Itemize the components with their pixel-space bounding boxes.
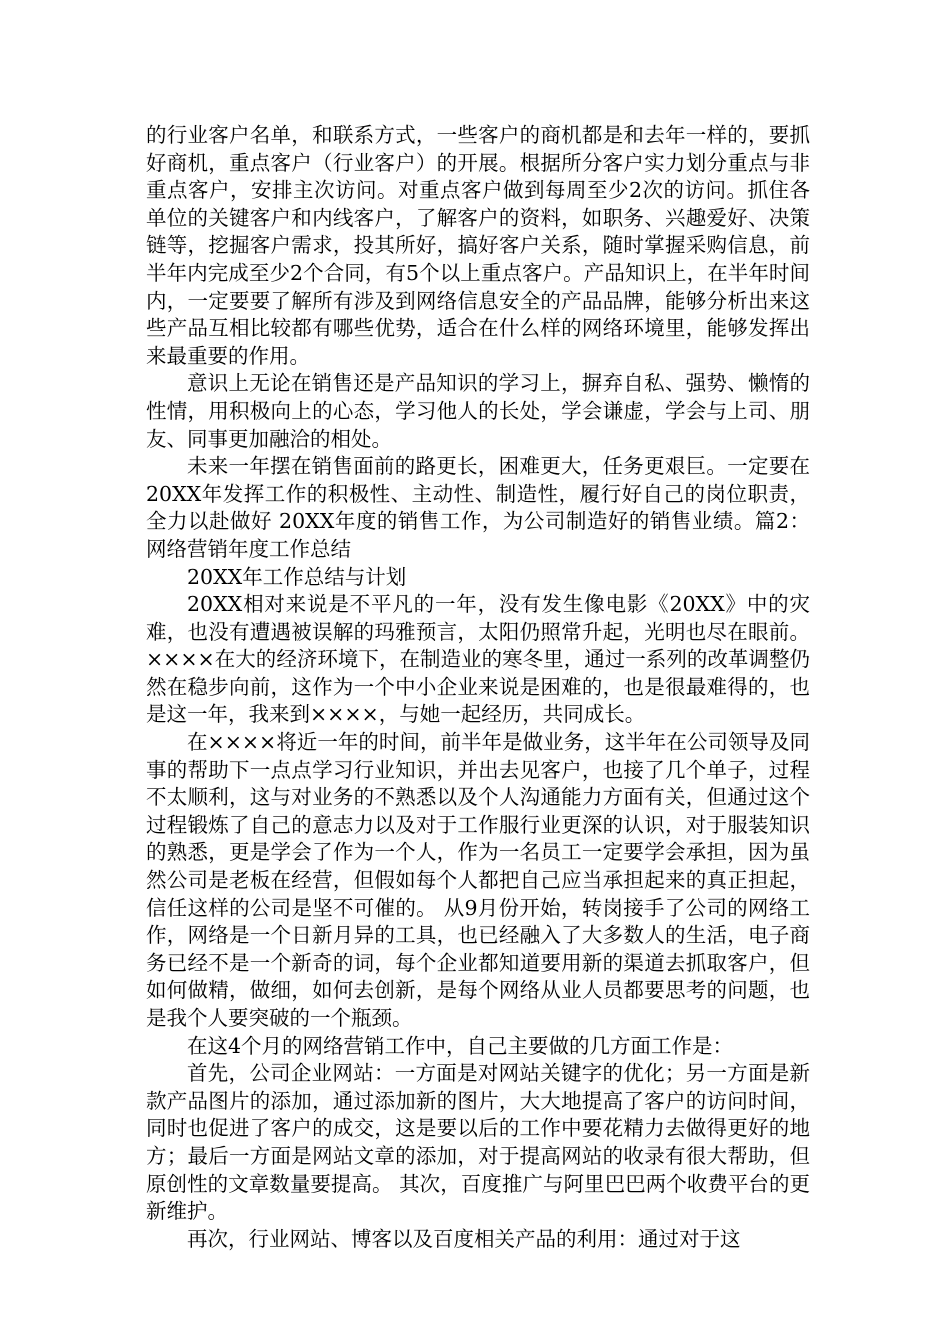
paragraph-5: 20XX相对来说是不平凡的一年，没有发生像电影《20XX》中的灾难，也没有遭遇被误解的玛雅预言，太阳仍照常升起，光明也尽在眼前。××××在大的经济环境下，在制造业的寒冬里，通过一系列的改革调整仍然在稳步向前，这作为一个中小企业来说是困难的，也是很最难得的，也是这一年，我来到××××，与她一起经历，共同成长。 [146,592,810,727]
section-title: 20XX年工作总结与计划 [187,564,407,589]
document-body [146,122,810,1253]
paragraph-3: 未来一年摆在销售面前的路更长，困难更大，任务更艰巨。一定要在20XX年发挥工作的积极性、主动性、制造性，履行好自己的岗位职责，全力以赴做好 20XX年度的销售工作，为公司制造好的销售业绩。篇2：网络营销年度工作总结 [146,454,810,561]
paragraph-8: 首先，公司企业网站：一方面是对网站关键字的优化；另一方面是新款产品图片的添加，通过添加新的图片，大大地提高了客户的访问时间，同时也促进了客户的成交，这是要以后的工作中要花精力去做得更好的地方；最后一方面是网站文章的添加，对于提高网站的收录有很大帮助，但原创性的文章数量要提高。 其次，百度推广与阿里巴巴两个收费平台的更新维护。 [146,1061,810,1224]
paragraph-6: 在××××将近一年的时间，前半年是做业务，这半年在公司领导及同事的帮助下一点点学习行业知识，并出去见客户，也接了几个单子，过程不太顺利，这与对业务的不熟悉以及个人沟通能力方面有关，但通过这个过程锻炼了自己的意志力以及对于工作服行业更深的认识，对于服装知识的熟悉，更是学会了作为一个人，作为一名员工一定要学会承担，因为虽然公司是老板在经营，但假如每个人都把自己应当承担起来的真正担起，信任这样的公司是坚不可催的。 从9月份开始，转岗接手了公司的网络工作，网络是一个日新月异的工具，也已经融入了大多数人的生活，电子商务已经不是一个新奇的词，每个企业都知道要用新的渠道去抓取客户，但如何做精，做细，如何去创新，是每个网络从业人员都要思考的问题，也是我个人要突破的一个瓶颈。 [146,730,810,1030]
paragraph-2: 意识上无论在销售还是产品知识的学习上，摒弃自私、强势、懒惰的性情，用积极向上的心态，学习他人的长处，学会谦虚，学会与上司、朋友、同事更加融洽的相处。 [146,371,810,451]
paragraph-7: 在这4个月的网络营销工作中，自己主要做的几方面工作是： [187,1033,734,1058]
paragraph-1: 的行业客户名单，和联系方式，一些客户的商机都是和去年一样的，要抓好商机，重点客户（行业客户）的开展。根据所分客户实力划分重点与非重点客户，安排主次访问。对重点客户做到每周至少2次的访问。抓住各单位的关键客户和内线客户，了解客户的资料，如职务、兴趣爱好、决策链等，挖掘客户需求，投其所好，搞好客户关系，随时掌握采购信息，前半年内完成至少2个合同，有5个以上重点客户。产品知识上，在半年时间内，一定要要了解所有涉及到网络信息安全的产品品牌，能够分析出来这些产品互相比较都有哪些优势，适合在什么样的网络环境里，能够发挥出来最重要的作用。 [146,123,810,368]
paragraph-9: 再次，行业网站、博客以及百度相关产品的利用：通过对于这 [187,1226,741,1251]
